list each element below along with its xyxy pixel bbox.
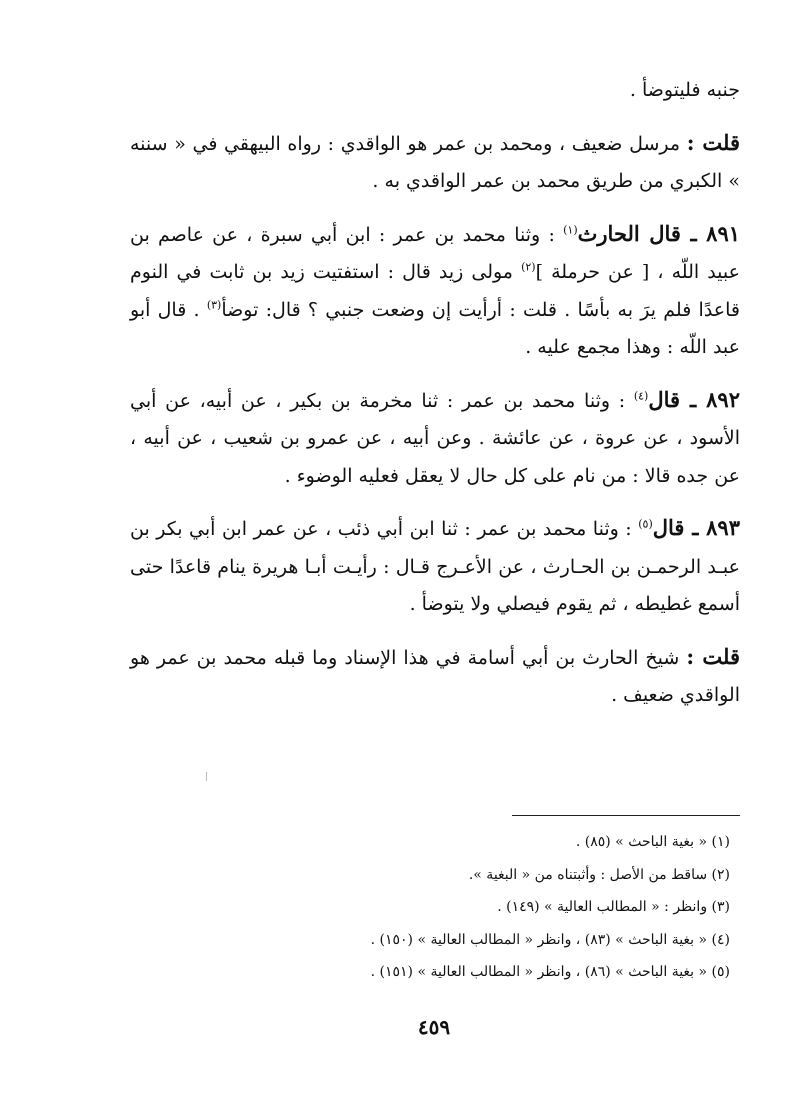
main-text	[130, 72, 740, 729]
footnote-separator	[512, 815, 740, 816]
paragraph-continuation	[130, 72, 740, 110]
page-number: ٤٥٩	[417, 1015, 451, 1039]
paragraph-comment-1	[130, 124, 740, 201]
hadith-number: ٨٩٣ ـ	[692, 515, 740, 540]
footnote-ref[interactable]: (١)	[563, 223, 578, 237]
footnote-item: (٣) وانظر : « المطالب العالية » (١٤٩) .	[497, 899, 730, 915]
footnote-item: (٤) « بغية الباحث » (٨٣) ، وانظر « المطالب العالية » (١٥٠) .	[370, 931, 730, 948]
hadith-891	[130, 215, 740, 367]
hadith-893	[130, 509, 740, 624]
comment-lead: قلت :	[686, 643, 740, 669]
hadith-text: مولى زيد قال : استفتيت زيد بن ثابت في النوم قاعدًا فلم يرَ به بأسًا . قلت : أرأيت إن وضعت جنبي ؟ قال: توضأ	[130, 261, 740, 321]
footnote-ref[interactable]: (٤)	[633, 389, 649, 403]
hadith-heading: قال الحارث	[577, 220, 691, 246]
hadith-text: : وثنا محمد بن عمر : ثنا مخرمة بن بكير ، عن أبيه، عن أبي الأسود ، عن عروة ، عن عائشة . وعن أبيه ، عن عمرو بن شعيب ، عن أبيه ، عن جده قالا : من نام على كل حال لا يعقل فعليه الوضوء .	[130, 389, 740, 487]
scan-speck	[206, 772, 207, 781]
hadith-text: . قال أبو عبد اللّه : وهذا مجمع عليه .	[130, 298, 740, 358]
paragraph-text: جنبه فليتوضأ .	[629, 79, 740, 101]
paragraph-text: مرسل ضعيف ، ومحمد بن عمر هو الواقدي : رواه البيهقي في « سننه » الكبري من طريق محمد بن عمر الواقدي به .	[130, 132, 740, 192]
footnote-ref[interactable]: (٣)	[206, 298, 222, 312]
hadith-number: ٨٩١ ـ	[690, 220, 741, 246]
footnote-ref[interactable]: (٥)	[638, 517, 653, 531]
footnote-ref[interactable]: (٢)	[521, 260, 536, 274]
footnote-item: (٥) « بغية الباحث » (٨٦) ، وانظر « المطالب العالية » (١٥١) .	[370, 964, 730, 980]
hadith-heading: قال	[648, 386, 691, 412]
paragraph-text: شيخ الحارث بن أبي أسامة في هذا الإسناد وما قبله محمد بن عمر هو الواقدي ضعيف .	[130, 646, 740, 706]
hadith-text: : وثنا محمد بن عمر : ثنا ابن أبي ذئب ، عن عمر ابن أبي بكر بن عبـد الرحمـن بن الحـارث ، عن الأعـرج قـال : رأيـت أبـا هريرة ينام قاعدًا حتى أسمع غطيطه ، ثم يقوم فيصلي ولا يتوضأ .	[130, 518, 740, 615]
footnotes	[300, 826, 730, 989]
hadith-text: : وثنا محمد بن عمر : ابن أبي سبرة ، عن عاصم بن عبيد اللّه ، [ عن حرملة ]	[130, 223, 740, 283]
paragraph-comment-2	[130, 638, 740, 715]
footnote-item: (٢) ساقط من الأصل : وأثبتناه من « البغية ».	[468, 866, 730, 883]
hadith-heading: قال	[652, 515, 693, 540]
comment-lead: قلت :	[686, 129, 740, 155]
footnote-item: (١) « بغية الباحث » (٨٥) .	[575, 834, 730, 850]
hadith-number: ٨٩٢ ـ	[690, 386, 740, 412]
hadith-892	[130, 381, 740, 496]
